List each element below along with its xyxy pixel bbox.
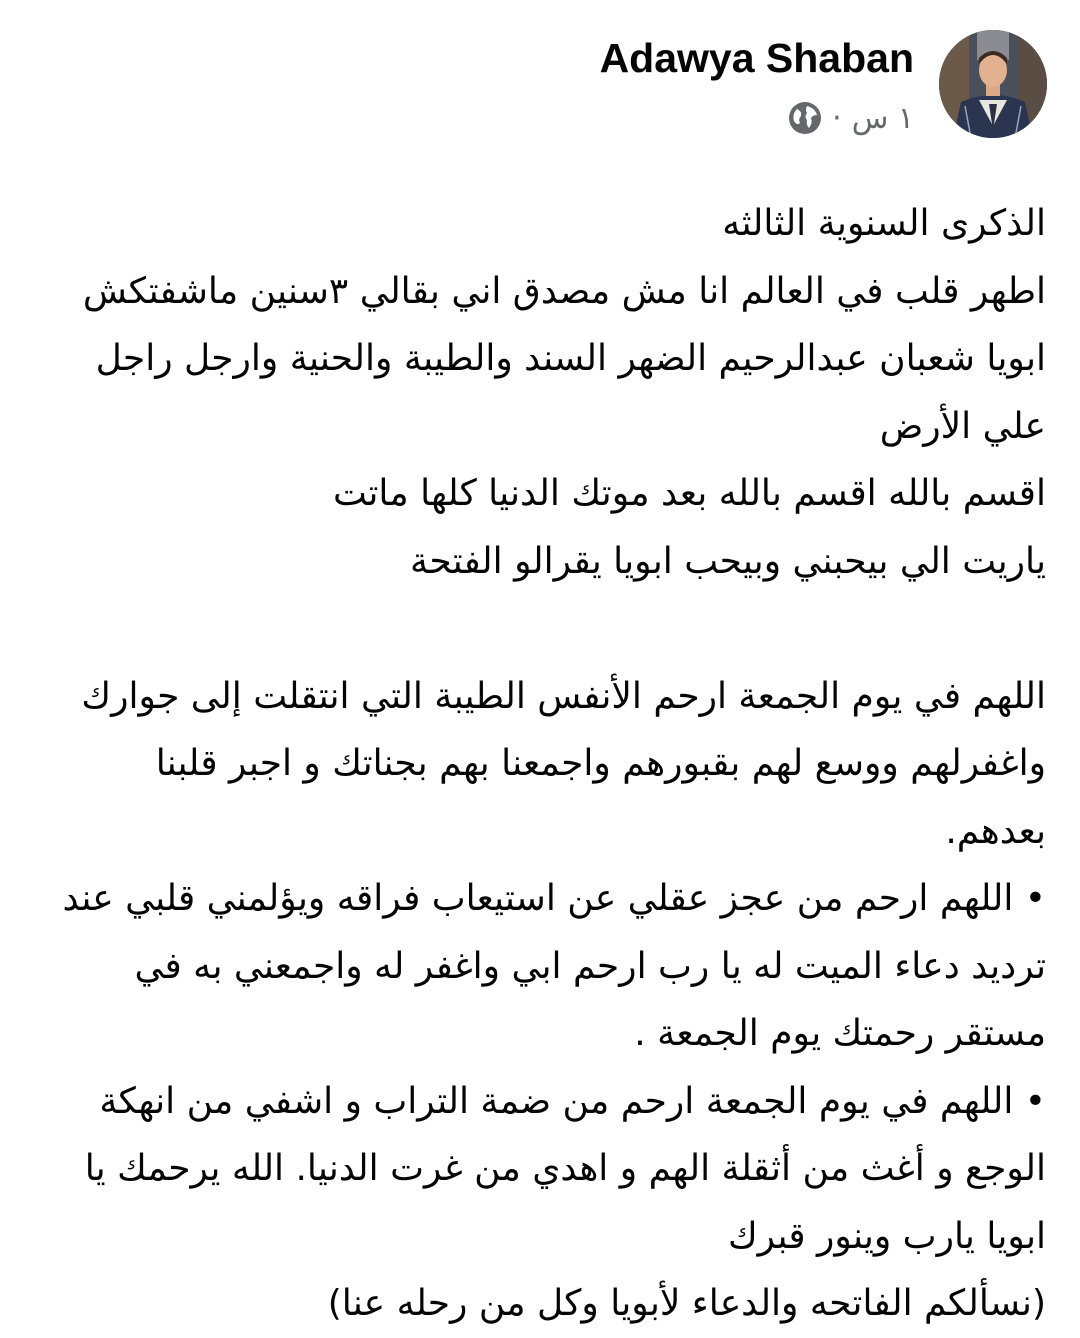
avatar[interactable] bbox=[939, 30, 1047, 138]
post-line: اقسم بالله اقسم بالله بعد موتك الدنيا كلها ماتت bbox=[333, 473, 1046, 514]
post-line-blank bbox=[34, 595, 1046, 663]
post-line: ابويا يارب وينور قبرك bbox=[727, 1215, 1046, 1257]
post-line: مستقر رحمتك يوم الجمعة . bbox=[634, 1013, 1046, 1054]
meta-separator: · bbox=[832, 100, 842, 136]
post-line: اللهم في يوم الجمعة ارحم الأنفس الطيبة التي انتقلت إلى جوارك bbox=[81, 675, 1046, 717]
post-line: ياريت الي بيحبني وبيحب ابويا يقرالو الفتحة bbox=[410, 540, 1046, 582]
post-line: الوجع و أغث من أثقلة الهم و اهدي من غرت الدنيا. الله يرحمك يا bbox=[84, 1148, 1046, 1189]
author-name[interactable]: Adawya Shaban bbox=[599, 35, 914, 81]
post-meta bbox=[786, 98, 914, 138]
avatar-image bbox=[939, 30, 1047, 138]
post-line: اطهر قلب في العالم انا مش مصدق اني بقالي ٣سنين ماشفتكش bbox=[82, 270, 1046, 312]
post-line: (نسألكم الفاتحه والدعاء لأبويا وكل من رحله عنا) bbox=[327, 1283, 1046, 1324]
post-line: علي الأرض bbox=[879, 405, 1046, 447]
post-line: واغفرلهم ووسع لهم بقبورهم واجمعنا بهم بجناتك و اجبر قلبنا bbox=[155, 743, 1046, 784]
post-line: • اللهم في يوم الجمعة ارحم من ضمة التراب و اشفي من انهكة bbox=[99, 1080, 1046, 1122]
post-time[interactable]: ١ س bbox=[851, 100, 914, 136]
post-line: بعدهم. bbox=[945, 810, 1046, 852]
post-line: • اللهم ارحم من عجز عقلي عن استيعاب فراقه ويؤلمني قلبي عند bbox=[62, 878, 1046, 919]
post-text bbox=[34, 190, 1046, 1338]
post-header bbox=[0, 0, 1080, 150]
post-line: ابويا شعبان عبدالرحيم الضهر السند والطيبة والحنية وارجل راجل bbox=[95, 338, 1046, 379]
globe-icon[interactable] bbox=[788, 101, 822, 135]
post-line: الذكرى السنوية الثالثه bbox=[722, 203, 1046, 244]
post-line: ترديد دعاء الميت له يا رب ارحم ابي واغفر له واجمعني به في bbox=[134, 945, 1046, 987]
